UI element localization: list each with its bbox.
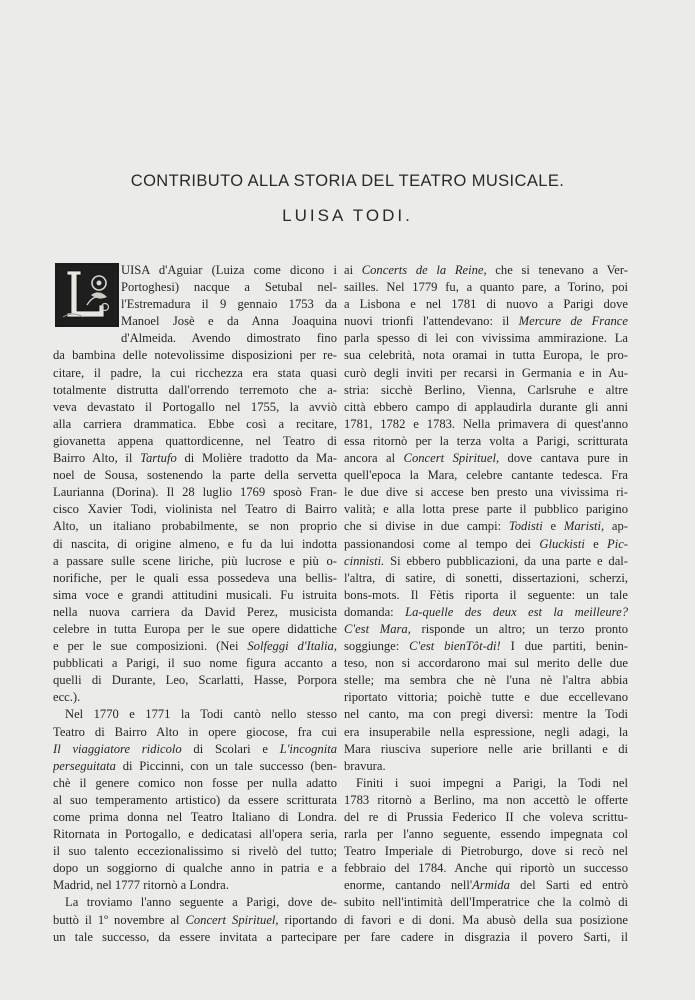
text-line: d'Almeida. Avendo dimostrato fino	[121, 331, 337, 346]
text-line: Nel 1770 e 1771 la Todi cantò nello stesso	[65, 707, 337, 722]
text-line: l'Estremadura il 9 gennaio 1753 da	[121, 297, 337, 312]
text-line: quelli di Durante, Leo, Scarlatti, Hasse, Porpora	[53, 673, 337, 688]
text-line: di favori e di doni. Ma abusò della sua posizione	[344, 912, 628, 927]
text-line: riportato vittoria; poichè tutte e due eccellevano	[344, 690, 628, 705]
text-line: perseguitata di Piccinni, con un tale successo (ben-	[53, 758, 337, 773]
text-line: UISA d'Aguiar (Luiza come dicono i	[121, 263, 337, 277]
text-line: Mara riusciva superiore nelle arie brillanti e di	[344, 741, 628, 756]
text-line: era insuperabile nella espressione, negli adagi, la	[344, 724, 628, 739]
text-line: sailles. Nel 1779 fu, a quanto pare, a Torino, poi	[344, 280, 628, 295]
text-line: stelle; ma sembra che nè l'una nè l'altra abbia	[344, 673, 628, 688]
text-line: dopo un soggiorno di qualche anno in patria e a	[53, 861, 337, 876]
text-line: cinnisti. Si ebbero pubblicazioni, da una parte e dal-	[344, 553, 628, 568]
text-line: Il viaggiatore ridicolo di Scolari e L'incognita	[53, 741, 337, 756]
text-line: celebre in tutta Europa per le sue opere didattiche	[53, 621, 337, 636]
text-line: ancora al Concert Spirituel, dove cantava pure in	[344, 451, 628, 466]
text-line: La troviamo l'anno seguente a Parigi, dove de-	[65, 895, 337, 910]
text-line: bravura.	[344, 758, 386, 773]
text-line: passionandosi come al tempo dei Gluckisti e Pic-	[344, 536, 628, 551]
text-line: alla carriera drammatica. Ebbe così a recitare,	[53, 416, 337, 431]
text-line: veva devastato il Portogallo nel 1755, la avviò	[53, 399, 337, 414]
text-line: stria: sicchè Berlino, Vienna, Carlsruhe e altre	[344, 382, 628, 397]
text-line: l'altra, di satire, di sonetti, dissertazioni, scherzi,	[344, 570, 628, 585]
text-line: nel canto, ma con pregi diversi: mentre la Todi	[344, 707, 628, 722]
text-line: bons-mots. Il Fètis riporta il seguente: un tale	[344, 587, 628, 602]
text-line: Finiti i suoi impegni a Parigi, la Todi nel	[356, 775, 628, 790]
text-line: Laurianna (Dorina). Il 28 luglio 1769 sposò Fran-	[53, 485, 337, 500]
text-line: pubblicati a Parigi, il suo nome figura accanto a	[53, 656, 337, 671]
text-line: da bambina delle notevolissime disposizioni per re-	[53, 348, 337, 363]
text-line: ai Concerts de la Reine, che si tenevano a Ver-	[344, 263, 628, 277]
text-line: che si divise in due campi: Todisti e Maristi, ap-	[344, 519, 628, 534]
text-line: teso, non si accordarono mai sul merito delle due	[344, 656, 628, 671]
text-line: Madrid, nel 1777 ritornò a Londra.	[53, 878, 229, 893]
text-line: chè il genere comico non fosse per nulla adatto	[53, 775, 337, 790]
text-line: di nascita, di origine almeno, e fu da lui indotta	[53, 536, 337, 551]
text-line: soggiunge: C'est bienTôt-di! I due partiti, benin-	[344, 639, 628, 654]
text-line: norifiche, per le quali essa possedeva una bellis-	[53, 570, 337, 585]
text-line: nella nuova carriera da David Perez, musicista	[53, 604, 337, 619]
text-line: subito nell'intimità dell'Imperatrice che la colmò di	[344, 895, 628, 910]
text-line: al suo temperamento artistico) da essere scritturata	[53, 792, 337, 807]
text-line: curò degli inviti per recarsi in Germania e in Au-	[344, 365, 628, 380]
text-line: febbraio del 1784. Anche qui riportò un successo	[344, 861, 628, 876]
text-column-left	[53, 262, 337, 946]
text-line: rarla per l'anno seguente, essendo impegnata col	[344, 827, 628, 842]
text-line: quell'epoca la Mara, celebre cantante tedesca. Fra	[344, 468, 628, 483]
text-line: un tale successo, da essere invitata a partecipare	[53, 929, 337, 944]
text-line: citare, il padre, la cui ricchezza era stata quasi	[53, 365, 337, 380]
text-line: C'est Mara, risponde un altro; un terzo pronto	[344, 621, 628, 636]
text-line: Alto, un italiano probabilmente, se non proprio	[53, 519, 337, 534]
text-line: essa ritornò per la terza volta a Parigi, scritturata	[344, 433, 628, 448]
text-line: valità; e alla lotta prese parte il pubblico parigino	[344, 502, 628, 517]
text-line: nuovi trionfi l'attendevano: il Mercure de France	[344, 314, 628, 329]
text-line: 1781, 1782 e 1783. Nella primavera di quest'anno	[344, 416, 628, 431]
text-line: Teatro Imperiale di Pietroburgo, dove si recò nel	[344, 844, 628, 859]
text-line: noel de Sousa, sostenendo la parte della servetta	[53, 468, 337, 483]
text-column-right	[344, 262, 628, 946]
text-line: sima voce e grandi attitudini musicali. Fu istruita	[53, 587, 337, 602]
text-line: cisco Xavier Todi, violinista nel Teatro di Bairro	[53, 502, 337, 517]
text-line: ecc.).	[53, 690, 81, 705]
article-title: CONTRIBUTO ALLA STORIA DEL TEATRO MUSICALE.	[130, 172, 565, 190]
text-line: Portoghesi) nacque a Setubal nel-	[121, 280, 337, 295]
text-line: Bairro Alto, il Tartufo di Molière tradotto da Ma-	[53, 451, 337, 466]
text-line: le due dive si accese ben presto una vivissima ri-	[344, 485, 628, 500]
text-line: del re di Prussia Federico II che voleva scrittu-	[344, 810, 628, 824]
text-line: Teatro di Bairro Alto in opere giocose, fra cui	[53, 724, 337, 739]
text-line: città ebbero campo di applaudirla durante gli anni	[344, 399, 628, 414]
text-line: 1783 ritornò a Berlino, ma non accettò le offerte	[344, 792, 628, 807]
text-line: a Lisbona e nel 1781 di nuovo a Parigi dove	[344, 297, 628, 312]
text-line: e per le sue composizioni. (Nei Solfeggi d'Italia,	[53, 639, 337, 654]
text-line: Ritornata in Portogallo, e dedicatasi all'opera seria,	[53, 827, 337, 842]
text-line: giovanetta appena quattordicenne, nel Teatro di	[53, 433, 337, 448]
text-line: sua celebrità, nota oramai in tutta Europa, le pro-	[344, 348, 628, 363]
text-line: parla spesso di lei con vivissima ammirazione. La	[344, 331, 628, 346]
text-line: totalmente distrutta dall'orrendo terremoto che a-	[53, 382, 337, 397]
text-line: enorme, cantando nell'Armida del Sarti ed entrò	[344, 878, 628, 893]
text-line: per fare cadere in disgrazia il povero Sarti, il	[344, 929, 628, 944]
text-line: Manoel Josè e da Anna Joaquina	[121, 314, 337, 329]
text-line: domanda: La-quelle des deux est la meilleure?	[344, 604, 628, 619]
text-line: come prima donna nel Teatro Italiano di Londra.	[53, 810, 337, 824]
text-line: buttò il 1º novembre al Concert Spirituel, riportando	[53, 912, 337, 927]
text-line: il suo talento eccezionalissimo si rivelò del tutto;	[53, 844, 337, 859]
text-line: a passare sulle scene liriche, più lucrose e più o-	[53, 553, 337, 568]
article-subtitle: LUISA TODI.	[282, 206, 413, 225]
